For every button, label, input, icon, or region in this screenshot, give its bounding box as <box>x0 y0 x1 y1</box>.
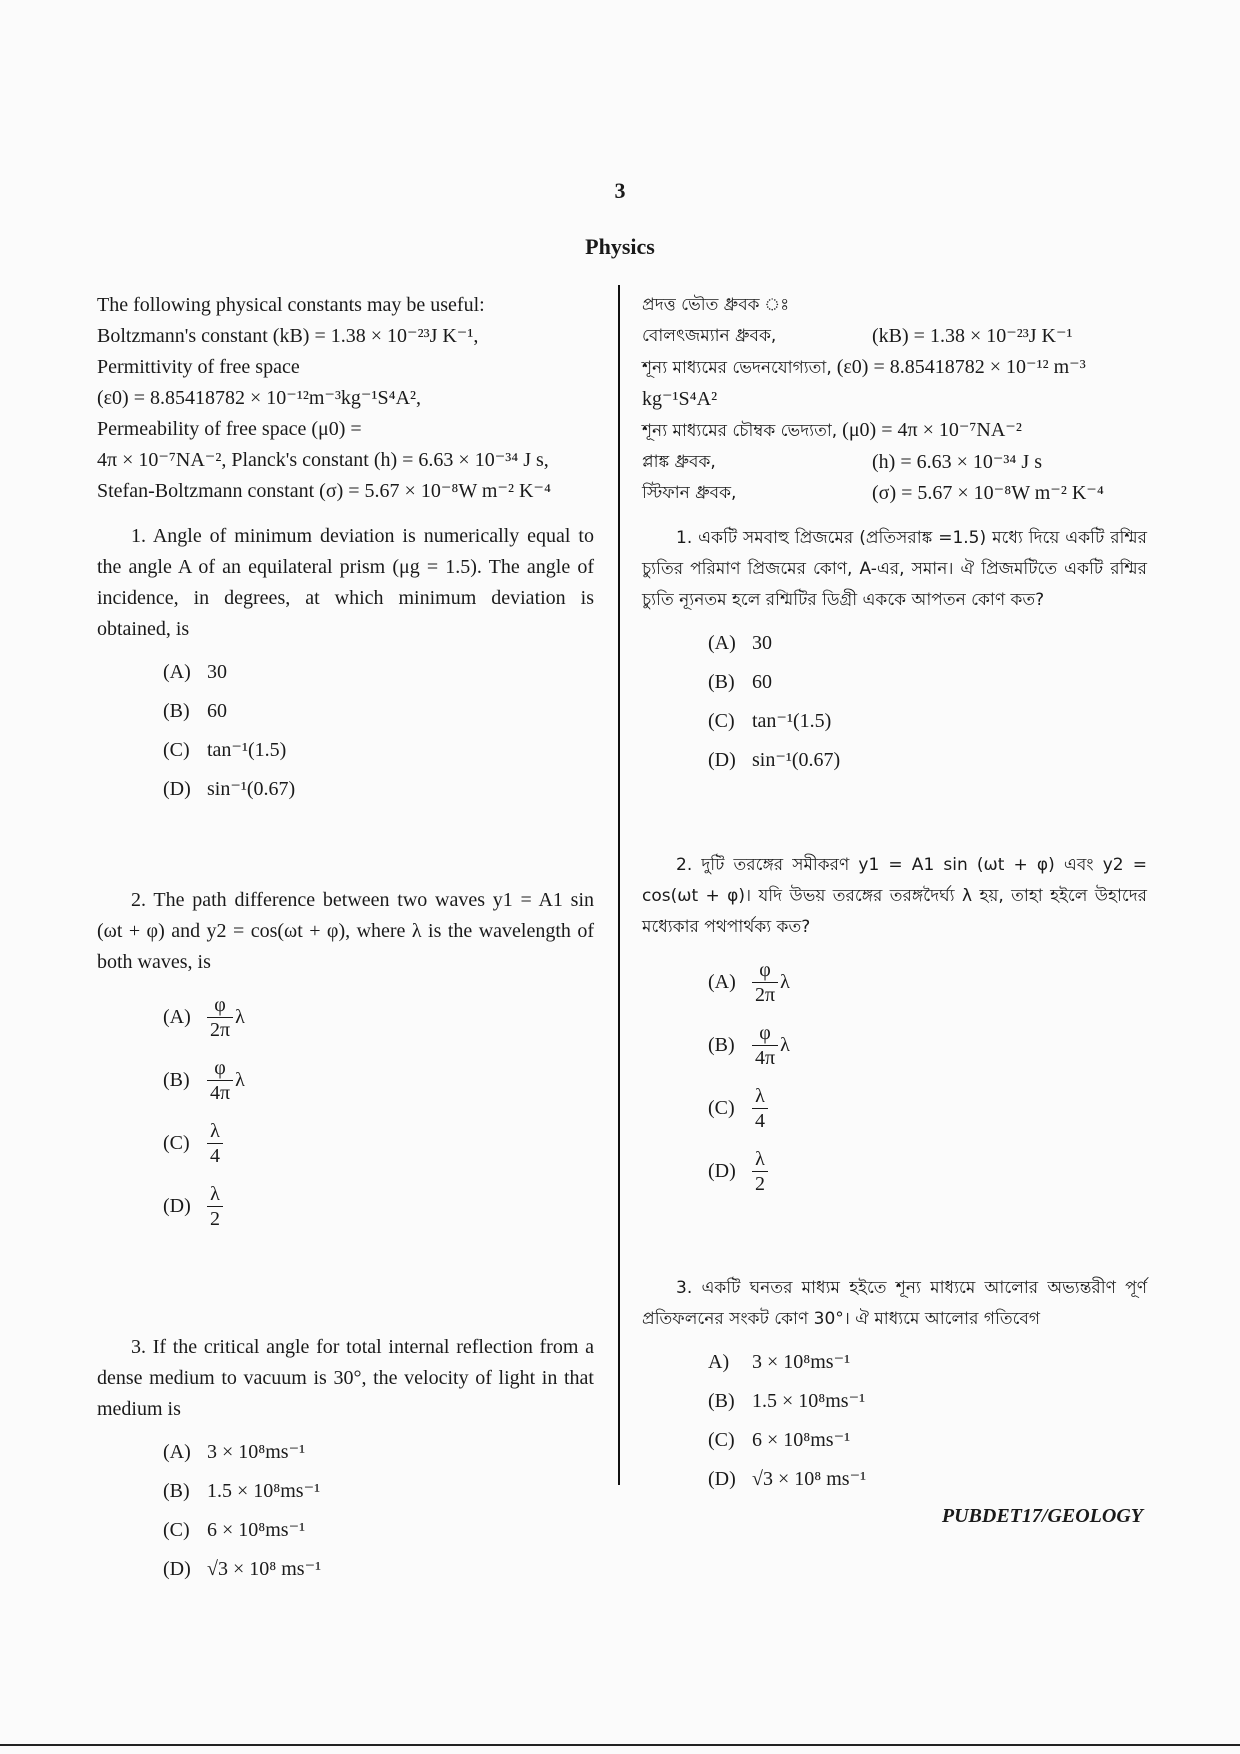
option[interactable] <box>163 1049 594 1112</box>
option-label: (D) <box>163 1558 191 1580</box>
option-value: 6 × 10⁸ms⁻¹ <box>752 1429 851 1451</box>
option-value: 1.5 × 10⁸ms⁻¹ <box>207 1480 321 1502</box>
fraction <box>207 1119 223 1168</box>
option-value: 30 <box>207 661 227 683</box>
question-text: 2. The path difference between two waves y1 = A1 sin (ωt + φ) and y2 = cos(ωt + φ), where λ is the wavelength of both waves, is <box>97 889 594 973</box>
question-1 <box>642 523 1147 780</box>
question-3 <box>642 1273 1147 1499</box>
option-suffix: λ <box>780 1034 790 1056</box>
option[interactable] <box>708 1077 1147 1140</box>
intro-line: Permittivity of free space <box>97 356 300 378</box>
option-value: 6 × 10⁸ms⁻¹ <box>207 1519 306 1541</box>
option-value: 3 × 10⁸ms⁻¹ <box>752 1351 851 1373</box>
option-label: (B) <box>708 1034 735 1056</box>
question-2 <box>97 885 594 1238</box>
option-value: sin⁻¹(0.67) <box>752 749 841 771</box>
denominator: 4 <box>752 1108 768 1133</box>
option-value: 1.5 × 10⁸ms⁻¹ <box>752 1390 866 1412</box>
bengali-column <box>642 290 1147 1499</box>
column-divider <box>618 285 620 1485</box>
option-label: (D) <box>163 1195 191 1217</box>
numerator: φ <box>214 994 226 1016</box>
numerator: λ <box>755 1148 765 1170</box>
constant-row <box>642 415 1147 447</box>
option[interactable] <box>163 1175 594 1238</box>
intro-line: Boltzmann's constant (kB) = 1.38 × 10⁻²³J K⁻¹, <box>97 325 479 347</box>
intro-line: The following physical constants may be useful: <box>97 294 485 316</box>
constant-name: বোলৎজম্যান ধ্রুবক, <box>642 326 777 346</box>
option-label: (D) <box>708 1468 736 1490</box>
denominator: 2π <box>752 982 778 1007</box>
denominator: 2π <box>207 1017 233 1042</box>
intro-heading: প্রদত্ত ভৌত ধ্রুবক ঃ <box>642 295 790 315</box>
constant-value: (μ0) = 4π × 10⁻⁷NA⁻² <box>842 419 1022 441</box>
page-number: 3 <box>614 178 626 203</box>
fraction <box>752 958 778 1007</box>
denominator: 4 <box>207 1143 223 1168</box>
option-label: (D) <box>708 749 736 771</box>
options-list <box>163 653 594 809</box>
option-label: (A) <box>708 632 736 654</box>
intro-line: 4π × 10⁻⁷NA⁻², Planck's constant (h) = 6.63 × 10⁻³⁴ J s, <box>97 449 549 471</box>
option-label: (C) <box>163 739 190 761</box>
option[interactable] <box>708 951 1147 1014</box>
question-text: 1. Angle of minimum deviation is numerically equal to the angle A of an equilateral prism (μg = 1.5). The angle of incidence, in degrees, at which minimum deviation is obtained, is <box>97 525 594 640</box>
option-suffix: λ <box>235 1069 245 1091</box>
fraction <box>752 1147 768 1196</box>
option-suffix: λ <box>235 1006 245 1028</box>
fraction <box>207 993 233 1042</box>
option-label: (C) <box>163 1519 190 1541</box>
numerator: λ <box>210 1183 220 1205</box>
option-label: (A) <box>163 1441 191 1463</box>
option[interactable] <box>163 1550 594 1589</box>
question-text: 3. একটি ঘনতর মাধ্যম হইতে শূন্য মাধ্যমে আলোর অভ্যন্তরীণ পূর্ণ প্রতিফলনের সংকট কোণ 30°। ঐ মাধ্যমে আলোর গতিবেগ <box>642 1278 1147 1329</box>
option-value: 60 <box>752 671 772 693</box>
denominator: 4π <box>752 1045 778 1070</box>
option[interactable] <box>163 986 594 1049</box>
question-2 <box>642 850 1147 1203</box>
option-value: tan⁻¹(1.5) <box>752 710 832 732</box>
option-label: (B) <box>163 1069 190 1091</box>
constants-intro <box>97 290 594 507</box>
constant-value: (σ) = 5.67 × 10⁻⁸W m⁻² K⁻⁴ <box>872 482 1104 504</box>
option[interactable] <box>708 1014 1147 1077</box>
bottom-rule <box>0 1744 1240 1746</box>
constant-name: প্লাঙ্ক ধ্রুবক, <box>642 452 716 472</box>
fraction <box>207 1182 223 1231</box>
question-text: 3. If the critical angle for total internal reflection from a dense medium to vacuum is 30°, the velocity of light in that medium is <box>97 1336 594 1420</box>
option[interactable] <box>708 1421 1147 1460</box>
option-label: (A) <box>163 661 191 683</box>
constant-name: স্টিফান ধ্রুবক, <box>642 483 737 503</box>
paper-code-footer: PUBDET17/GEOLOGY <box>941 1505 1143 1527</box>
fraction <box>752 1021 778 1070</box>
option-suffix: λ <box>780 971 790 993</box>
numerator: φ <box>759 1022 771 1044</box>
option[interactable] <box>163 1112 594 1175</box>
option[interactable] <box>163 770 594 809</box>
denominator: 4π <box>207 1080 233 1105</box>
constant-row <box>642 478 1147 509</box>
option[interactable] <box>708 702 1147 741</box>
option[interactable] <box>163 1472 594 1511</box>
numerator: φ <box>214 1057 226 1079</box>
option-label: (A) <box>708 971 736 993</box>
option[interactable] <box>163 653 594 692</box>
option[interactable] <box>708 1140 1147 1203</box>
option-label: (C) <box>708 1429 735 1451</box>
fraction <box>207 1056 233 1105</box>
option[interactable] <box>708 741 1147 780</box>
option-label: A) <box>708 1351 730 1373</box>
constant-row <box>642 447 1147 478</box>
constant-value: (h) = 6.63 × 10⁻³⁴ J s <box>872 451 1042 473</box>
option-label: (D) <box>708 1160 736 1182</box>
option[interactable] <box>708 1460 1147 1499</box>
question-text: 1. একটি সমবাহু প্রিজমের (প্রতিসরাঙ্ক =1.5) মধ্যে দিয়ে একটি রশ্মির চ্যুতির পরিমাণ প্রিজমের কোণ, A-এর, সমান। ঐ প্রিজমটিতে একটি রশ্মির চ্যুতি ন্যূনতম হলে রশ্মিটির ডিগ্রী এককে আপতন কোণ কত? <box>642 528 1147 610</box>
numerator: λ <box>755 1085 765 1107</box>
options-list <box>708 1343 1147 1499</box>
question-1 <box>97 521 594 809</box>
option-value: 60 <box>207 700 227 722</box>
option-value: 30 <box>752 632 772 654</box>
question-3 <box>97 1332 594 1589</box>
option[interactable] <box>163 692 594 731</box>
option-value: sin⁻¹(0.67) <box>207 778 296 800</box>
subject-heading: Physics <box>585 234 655 259</box>
intro-line: Permeability of free space (μ0) = <box>97 418 362 440</box>
option-label: (B) <box>163 700 190 722</box>
constant-name: শূন্য মাধ্যমের ভেদনযোগ্যতা, <box>642 358 832 378</box>
option-label: (A) <box>163 1006 191 1028</box>
options-list <box>163 986 594 1238</box>
option[interactable] <box>163 1511 594 1550</box>
question-text: 2. দুটি তরঙ্গের সমীকরণ y1 = A1 sin (ωt + φ) এবং y2 = cos(ωt + φ)। যদি উভয় তরঙ্গের তরঙ্গদৈর্ঘ্য λ হয়, তাহা হইলে উহাদের মধ্যেকার পথপার্থক্য কত? <box>642 855 1147 937</box>
option-value: √3 × 10⁸ ms⁻¹ <box>207 1558 322 1580</box>
english-column <box>97 290 594 1589</box>
option-value: tan⁻¹(1.5) <box>207 739 287 761</box>
option-label: (B) <box>708 671 735 693</box>
option-label: (B) <box>708 1390 735 1412</box>
options-list <box>708 624 1147 780</box>
option-value: √3 × 10⁸ ms⁻¹ <box>752 1468 867 1490</box>
option[interactable] <box>163 1433 594 1472</box>
intro-line: Stefan-Boltzmann constant (σ) = 5.67 × 10⁻⁸W m⁻² K⁻⁴ <box>97 480 551 502</box>
option-label: (B) <box>163 1480 190 1502</box>
option-label: (C) <box>708 710 735 732</box>
constant-name: শূন্য মাধ্যমের চৌম্বক ভেদ্যতা, <box>642 421 838 441</box>
numerator: φ <box>759 959 771 981</box>
constant-value: (ε0) = 8.85418782 × 10⁻¹² m⁻³ kg⁻¹S⁴A² <box>642 356 1086 410</box>
option[interactable] <box>163 731 594 770</box>
intro-line: (ε0) = 8.85418782 × 10⁻¹²m⁻³kg⁻¹S⁴A², <box>97 387 422 409</box>
constant-row <box>642 352 1147 415</box>
numerator: λ <box>210 1120 220 1142</box>
option[interactable] <box>708 624 1147 663</box>
option-label: (C) <box>708 1097 735 1119</box>
constant-value: (kB) = 1.38 × 10⁻²³J K⁻¹ <box>872 325 1073 347</box>
constants-intro <box>642 290 1147 509</box>
fraction <box>752 1084 768 1133</box>
denominator: 2 <box>752 1171 768 1196</box>
constant-row <box>642 321 1147 352</box>
options-list <box>708 951 1147 1203</box>
option-value: 3 × 10⁸ms⁻¹ <box>207 1441 306 1463</box>
option-label: (D) <box>163 778 191 800</box>
denominator: 2 <box>207 1206 223 1231</box>
option[interactable] <box>708 663 1147 702</box>
option[interactable] <box>708 1343 1147 1382</box>
option-label: (C) <box>163 1132 190 1154</box>
options-list <box>163 1433 594 1589</box>
option[interactable] <box>708 1382 1147 1421</box>
